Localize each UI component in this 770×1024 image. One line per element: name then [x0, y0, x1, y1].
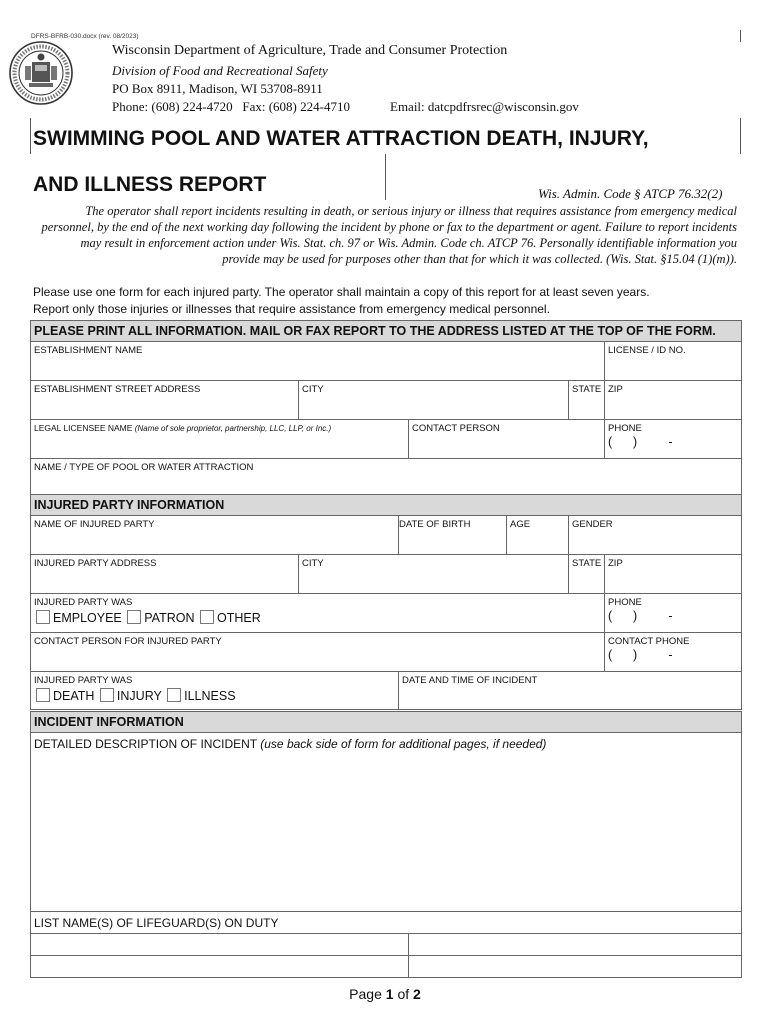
injured-state-field[interactable]: STATE: [569, 555, 605, 594]
report-title-line1: SWIMMING POOL AND WATER ATTRACTION DEATH, INJURY,: [33, 127, 649, 150]
injured-name-field[interactable]: NAME OF INJURED PARTY: [31, 516, 399, 555]
establishment-table: [30, 320, 742, 497]
injured-phone-field[interactable]: PHONE ( ) -: [605, 594, 742, 633]
injured-address-field[interactable]: INJURED PARTY ADDRESS: [31, 555, 299, 594]
license-id-field[interactable]: LICENSE / ID NO.: [605, 342, 742, 381]
gender-field[interactable]: GENDER: [569, 516, 742, 555]
zip-field[interactable]: ZIP: [605, 381, 742, 420]
mailing-address: PO Box 8911, Madison, WI 53708-8911: [112, 81, 323, 96]
instruction-line-1: Please use one form for each injured party. The operator shall maintain a copy of this report for at least seven years.: [33, 285, 650, 299]
contact-person-injured-field[interactable]: CONTACT PERSON FOR INJURED PARTY: [31, 633, 605, 672]
death-checkbox[interactable]: [36, 688, 50, 702]
lifeguard-name-1[interactable]: [31, 934, 409, 956]
injured-party-table: [30, 494, 742, 710]
phone-fax: Phone: (608) 224-4720 Fax: (608) 224-4710: [112, 99, 350, 114]
section-bar-injured-party: INJURED PARTY INFORMATION: [31, 495, 742, 516]
patron-checkbox[interactable]: [127, 610, 141, 624]
outcome-field: INJURED PARTY WAS DEATH INJURY ILLNESS: [31, 672, 399, 710]
illness-checkbox[interactable]: [167, 688, 181, 702]
incident-table: [30, 711, 742, 978]
top-right-tick: [740, 30, 741, 42]
dob-field[interactable]: DATE OF BIRTH: [399, 516, 507, 555]
report-title-line2: AND ILLNESS REPORT: [33, 173, 267, 196]
licensee-name-field[interactable]: LEGAL LICENSEE NAME (Name of sole proprietor, partnership, LLC, LLP, or Inc.): [31, 420, 409, 459]
division-name: Division of Food and Recreational Safety: [112, 63, 328, 78]
lifeguard-name-4[interactable]: [409, 956, 742, 978]
phone-field[interactable]: PHONE ( ) -: [605, 420, 742, 459]
establishment-name-field[interactable]: ESTABLISHMENT NAME: [31, 342, 605, 381]
email-address: Email: datcpdfrsrec@wisconsin.gov: [390, 99, 579, 114]
street-address-field[interactable]: ESTABLISHMENT STREET ADDRESS: [31, 381, 299, 420]
title-mid-rule: [385, 154, 386, 200]
title-left-rule: [30, 118, 31, 154]
page-number: Page 1 of 2: [349, 986, 421, 1002]
injured-city-field[interactable]: CITY: [299, 555, 569, 594]
lifeguard-name-3[interactable]: [31, 956, 409, 978]
contact-person-field[interactable]: CONTACT PERSON: [409, 420, 605, 459]
lifeguards-label: LIST NAME(S) OF LIFEGUARD(S) ON DUTY: [31, 912, 742, 934]
title-right-rule: [740, 118, 741, 154]
contact-phone-field[interactable]: CONTACT PHONE ( ) -: [605, 633, 742, 672]
city-field[interactable]: CITY: [299, 381, 569, 420]
lifeguard-name-2[interactable]: [409, 934, 742, 956]
age-field[interactable]: AGE: [507, 516, 569, 555]
instruction-line-2: Report only those injuries or illnesses that require assistance from emergency medical personnel.: [33, 302, 550, 316]
instructions: [33, 284, 650, 318]
pool-name-field[interactable]: NAME / TYPE OF POOL OR WATER ATTRACTION: [31, 459, 742, 497]
incident-description-field[interactable]: DETAILED DESCRIPTION OF INCIDENT (use back side of form for additional pages, if needed): [31, 733, 742, 912]
agency-name: Wisconsin Department of Agriculture, Trade and Consumer Protection: [112, 43, 508, 58]
section-bar-incident: INCIDENT INFORMATION: [31, 712, 742, 733]
injury-checkbox[interactable]: [100, 688, 114, 702]
section-bar-print-info: PLEASE PRINT ALL INFORMATION. MAIL OR FAX REPORT TO THE ADDRESS LISTED AT THE TOP OF THE FORM.: [31, 321, 742, 342]
form-code: DFRS-BFRB-030.docx (rev. 08/2023): [31, 33, 139, 40]
employee-checkbox[interactable]: [36, 610, 50, 624]
party-type-field: INJURED PARTY WAS EMPLOYEE PATRON OTHER: [31, 594, 605, 633]
admin-code-reference: Wis. Admin. Code § ATCP 76.32(2): [538, 186, 723, 201]
reporting-notice: The operator shall report incidents resulting in death, or serious injury or illness that requires assistance from emergency medical personnel, by the end of the next working day following the incident by phone or fax to the department or agent. Failure to report incidents may result in enforcement action under Wis. Stat. ch. 97 or Wis. Admin. Code ch. ATCP 76. Personally identifiable information you provide may be used for purposes other than that for which it was collected. (Wis. Stat. §15.04 (1)(m)).: [41, 204, 737, 266]
incident-datetime-field[interactable]: DATE AND TIME OF INCIDENT: [399, 672, 742, 710]
state-seal-logo: [8, 40, 74, 106]
injured-zip-field[interactable]: ZIP: [605, 555, 742, 594]
other-checkbox[interactable]: [200, 610, 214, 624]
state-field[interactable]: STATE: [569, 381, 605, 420]
